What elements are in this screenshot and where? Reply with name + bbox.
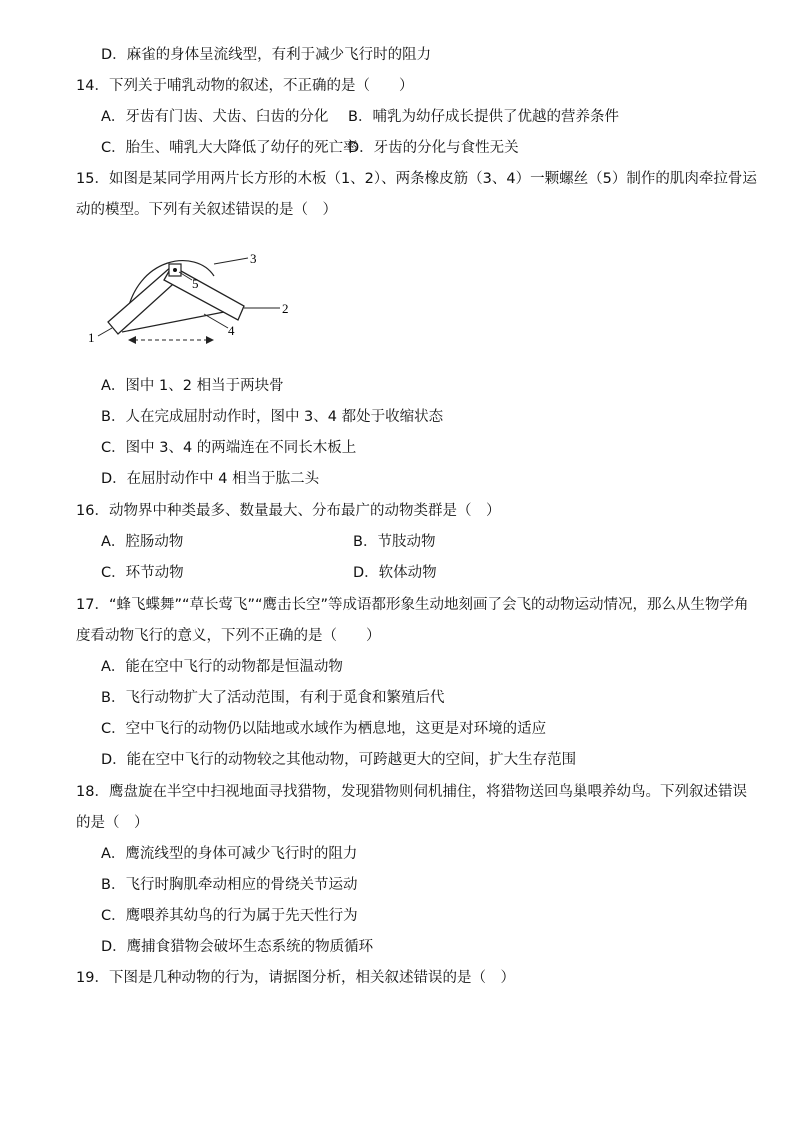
q15-option-b: B．人在完成屈肘动作时，图中 3、4 都处于收缩状态 <box>101 409 444 425</box>
q13-option-d: D．麻雀的身体呈流线型，有利于减少飞行时的阻力 <box>101 47 432 63</box>
q17-option-d: D．能在空中飞行的动物较之其他动物，可跨越更大的空间，扩大生存范围 <box>101 752 577 768</box>
label-3: 3 <box>250 251 257 266</box>
q18-option-d: D．鹰捕食猎物会破坏生态系统的物质循环 <box>101 939 374 955</box>
q16-stem: 16．动物界中种类最多、数量最大、分布最广的动物类群是（ ） <box>76 503 501 519</box>
q18-stem-line1: 18．鹰盘旋在半空中扫视地面寻找猎物，发现猎物则伺机捕住，将猎物送回鸟巢喂养幼鸟。下列叙述错误 <box>76 784 747 800</box>
q16-option-b: B．节肢动物 <box>353 534 436 550</box>
arrow-head-right <box>206 336 214 344</box>
q16-option-a: A．腔肠动物 <box>101 534 184 550</box>
q14-option-d: D．牙齿的分化与食性无关 <box>348 140 519 156</box>
screw-dot <box>173 268 177 272</box>
label-1: 1 <box>88 330 95 345</box>
q17-option-c: C．空中飞行的动物仍以陆地或水域作为栖息地，这更是对环境的适应 <box>101 721 547 737</box>
q16-option-c: C．环节动物 <box>101 565 184 581</box>
q16-option-d: D．软体动物 <box>353 565 437 581</box>
q18-option-a: A．鹰流线型的身体可减少飞行时的阻力 <box>101 846 358 862</box>
q18-option-b: B．飞行时胸肌牵动相应的骨绕关节运动 <box>101 877 358 893</box>
q14-option-a: A．牙齿有门齿、犬齿、臼齿的分化 <box>101 109 329 125</box>
q17-option-a: A．能在空中飞行的动物都是恒温动物 <box>101 659 343 675</box>
q15-option-c: C．图中 3、4 的两端连在不同长木板上 <box>101 440 357 456</box>
q15-stem-line1: 15．如图是某同学用两片长方形的木板（1、2）、两条橡皮筋（3、4）一颗螺丝（5）制作的肌肉牵拉骨运 <box>76 171 757 187</box>
leader-1 <box>98 328 112 336</box>
q17-stem-line1: 17．“蜂飞蝶舞”“草长莺飞”“鹰击长空”等成语都形象生动地刻画了会飞的动物运动情况，那么从生物学角 <box>76 597 749 613</box>
q17-option-b: B．飞行动物扩大了活动范围，有利于觅食和繁殖后代 <box>101 690 445 706</box>
q17-stem-line2: 度看动物飞行的意义，下列不正确的是（ ） <box>76 628 381 644</box>
q18-stem-line2: 的是（ ） <box>76 815 149 831</box>
muscle-model-figure <box>84 236 304 354</box>
q19-stem: 19．下图是几种动物的行为，请据图分析，相关叙述错误的是（ ） <box>76 970 515 986</box>
q14-stem: 14．下列关于哺乳动物的叙述，不正确的是（ ） <box>76 78 414 94</box>
arrow-head-left <box>128 336 136 344</box>
label-5: 5 <box>192 276 199 291</box>
leader-4 <box>204 314 228 328</box>
label-2: 2 <box>282 301 289 316</box>
q18-option-c: C．鹰喂养其幼鸟的行为属于先天性行为 <box>101 908 358 924</box>
leader-3 <box>214 258 248 264</box>
q15-option-d: D．在屈肘动作中 4 相当于肱二头 <box>101 471 320 487</box>
q14-option-c: C．胎生、哺乳大大降低了幼仔的死亡率 <box>101 140 358 156</box>
q14-option-b: B．哺乳为幼仔成长提供了优越的营养条件 <box>348 109 619 125</box>
label-4: 4 <box>228 323 235 338</box>
q15-stem-line2: 动的模型。下列有关叙述错误的是（ ） <box>76 202 337 218</box>
q15-option-a: A．图中 1、2 相当于两块骨 <box>101 378 284 394</box>
